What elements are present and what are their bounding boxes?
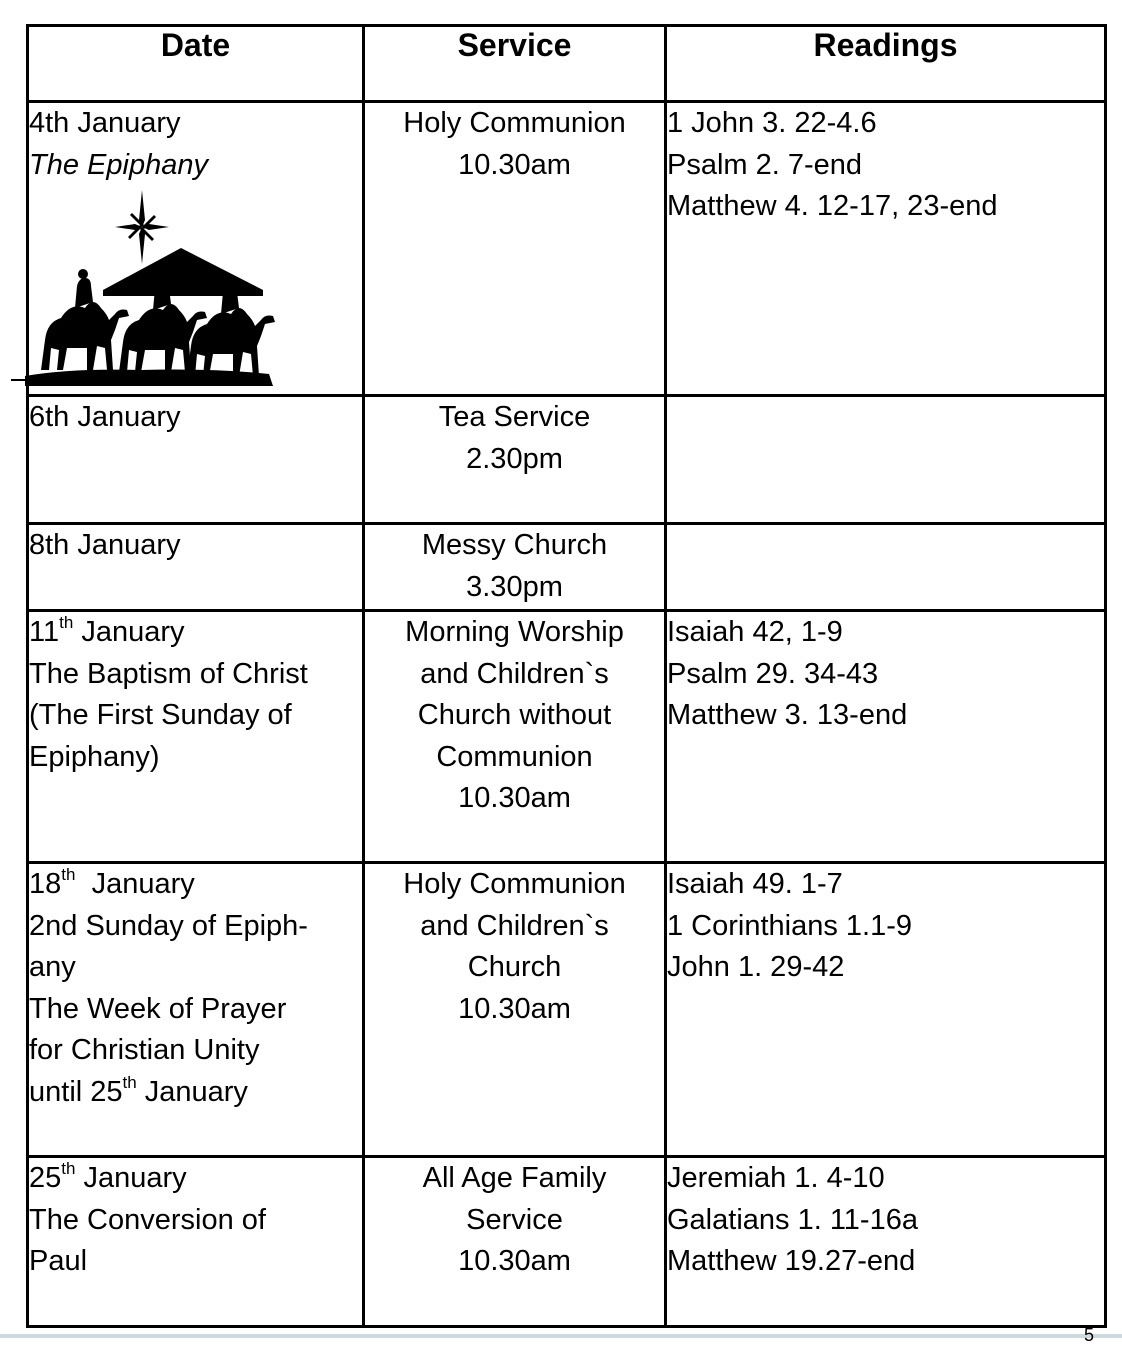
- date-text: 11th January: [29, 613, 185, 648]
- reading-line: Psalm 29. 34-43: [667, 657, 879, 690]
- header-service: Service: [364, 26, 666, 102]
- date-cell: [28, 611, 364, 863]
- service-cell: [364, 863, 666, 1157]
- reading-line: 1 Corinthians 1.1-9: [667, 909, 913, 942]
- date-cell: [28, 863, 364, 1157]
- date-text: 4th January: [29, 107, 181, 139]
- reading-line: Isaiah 42, 1-9: [667, 616, 843, 648]
- readings-cell: [666, 102, 1106, 396]
- service-line: Church: [467, 951, 562, 983]
- header-date: Date: [28, 26, 364, 102]
- service-line: and Children`s: [420, 657, 609, 690]
- service-line: Holy Communion: [403, 868, 626, 900]
- service-cell: [364, 611, 666, 863]
- occasion-text: The Baptism of Christ: [29, 657, 308, 690]
- reading-line: Psalm 2. 7-end: [667, 148, 863, 181]
- table-row: [28, 524, 1106, 611]
- service-cell: [364, 396, 666, 524]
- service-line: Communion: [436, 740, 593, 773]
- occasion-text: for Christian Unity: [29, 1034, 260, 1066]
- service-time: 2.30pm: [466, 442, 563, 475]
- header-row: [28, 26, 1106, 102]
- occasion-text: The Week of Prayer: [29, 992, 287, 1025]
- table-row: [28, 611, 1106, 863]
- date-cell: [28, 396, 364, 524]
- service-line: and Children`s: [420, 909, 609, 942]
- date-cell: [28, 102, 364, 396]
- reading-line: Matthew 3. 13-end: [667, 699, 908, 731]
- occasion-text: until 25th January: [29, 1072, 248, 1108]
- occasion-text: 2nd Sunday of Epiph-: [29, 909, 308, 942]
- service-line: Tea Service: [438, 401, 591, 433]
- readings-cell: [666, 611, 1106, 863]
- occasion-text: Paul: [29, 1245, 88, 1277]
- table-row: [28, 863, 1106, 1157]
- service-time: 10.30am: [458, 992, 571, 1025]
- table-row: [28, 102, 1106, 396]
- reading-line: Jeremiah 1. 4-10: [667, 1162, 885, 1194]
- reading-line: Galatians 1. 11-16a: [667, 1203, 918, 1236]
- occasion-text: The Epiphany: [29, 148, 208, 181]
- reading-line: Matthew 19.27-end: [667, 1245, 916, 1277]
- service-line: All Age Family: [422, 1162, 607, 1194]
- service-time: 10.30am: [458, 148, 571, 181]
- reading-line: Isaiah 49. 1-7: [667, 868, 843, 900]
- readings-cell: [666, 863, 1106, 1157]
- service-line: Service: [466, 1203, 563, 1236]
- service-line: Church without: [417, 699, 612, 731]
- header-readings: Readings: [666, 26, 1106, 102]
- occasion-text: (The First Sunday of: [29, 699, 292, 731]
- service-cell: [364, 102, 666, 396]
- date-text: 6th January: [29, 401, 181, 433]
- page-bottom-rule: [0, 1334, 1122, 1338]
- page-number: 5: [1083, 1325, 1094, 1345]
- reading-line: 1 John 3. 22-4.6: [667, 107, 877, 139]
- date-cell: [28, 1157, 364, 1327]
- service-cell: [364, 1157, 666, 1327]
- table-row: [28, 396, 1106, 524]
- service-cell: [364, 524, 666, 611]
- service-time: 10.30am: [458, 1245, 571, 1277]
- services-table: [26, 24, 1107, 1328]
- reading-line: John 1. 29-42: [667, 951, 845, 983]
- readings-cell: [666, 524, 1106, 611]
- service-line: Holy Communion: [403, 107, 626, 139]
- service-line: Messy Church: [421, 529, 608, 561]
- occasion-text: any: [29, 951, 76, 983]
- three-wise-men-camels-star-icon: [11, 190, 279, 386]
- readings-cell: [666, 1157, 1106, 1327]
- date-text: 25th January: [29, 1159, 187, 1194]
- reading-line: Matthew 4. 12-17, 23-end: [667, 190, 998, 222]
- occasion-text: The Conversion of: [29, 1203, 266, 1236]
- occasion-text: Epiphany): [29, 740, 160, 773]
- service-time: 3.30pm: [466, 570, 563, 603]
- service-time: 10.30am: [458, 782, 571, 814]
- readings-cell: [666, 396, 1106, 524]
- date-text: 18th January: [29, 865, 195, 900]
- date-cell: [28, 524, 364, 611]
- service-line: Morning Worship: [405, 616, 624, 648]
- date-text: 8th January: [29, 529, 181, 561]
- table-row: [28, 1157, 1106, 1327]
